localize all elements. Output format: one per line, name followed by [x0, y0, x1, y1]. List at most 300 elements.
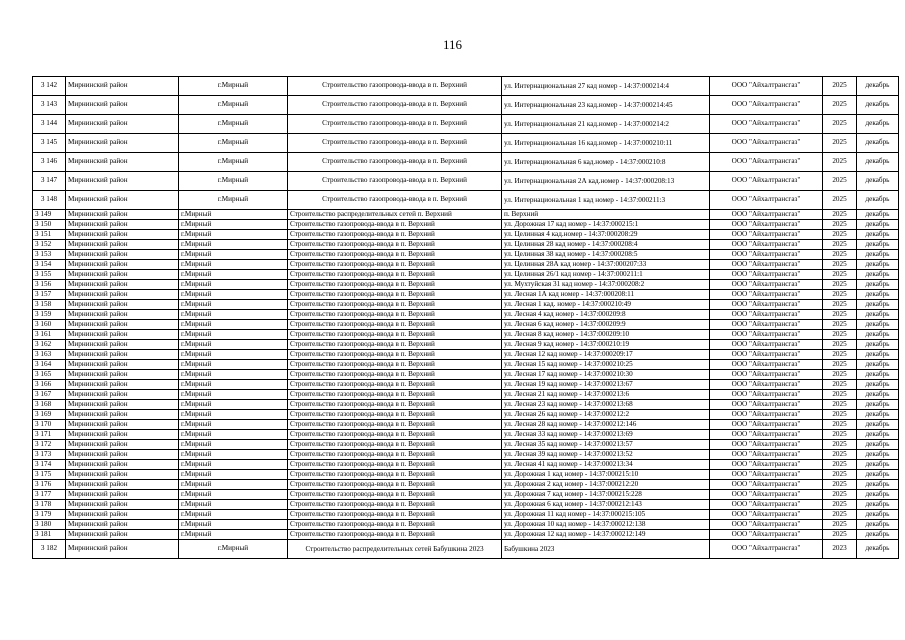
cell-year: 2025: [823, 191, 857, 210]
cell-year: 2025: [823, 420, 857, 430]
cell-address: ул. Лесная 26 кад номер - 14:37:000212:2: [502, 410, 710, 420]
cell-organization: ООО "Айхалтрансгаз": [710, 370, 823, 380]
cell-city: г.Мирный: [179, 440, 288, 450]
cell-year: 2025: [823, 340, 857, 350]
cell-organization: ООО "Айхалтрансгаз": [710, 540, 823, 559]
table-row: [33, 310, 899, 320]
cell-row-number: 3 182: [33, 540, 66, 559]
cell-city: г.Мирный: [179, 360, 288, 370]
cell-organization: ООО "Айхалтрансгаз": [710, 153, 823, 172]
cell-organization: ООО "Айхалтрансгаз": [710, 280, 823, 290]
cell-month: декабрь: [857, 490, 899, 500]
cell-organization: ООО "Айхалтрансгаз": [710, 96, 823, 115]
registry-table-body: [33, 77, 899, 559]
table-row: [33, 96, 899, 115]
cell-city: г.Мирный: [179, 172, 288, 191]
cell-address: ул. Лесная 39 кад номер - 14:37:000213:52: [502, 450, 710, 460]
cell-city: г.Мирный: [179, 500, 288, 510]
cell-row-number: 3 177: [33, 490, 66, 500]
cell-city: г.Мирный: [179, 410, 288, 420]
cell-year: 2025: [823, 96, 857, 115]
cell-row-number: 3 147: [33, 172, 66, 191]
cell-row-number: 3 155: [33, 270, 66, 280]
cell-district: Мирнинский район: [66, 530, 179, 540]
cell-object: Строительство газопровода-ввода в п. Верхний: [288, 260, 502, 270]
cell-row-number: 3 172: [33, 440, 66, 450]
cell-month: декабрь: [857, 96, 899, 115]
cell-district: Мирнинский район: [66, 380, 179, 390]
cell-city: г.Мирный: [179, 430, 288, 440]
cell-organization: ООО "Айхалтрансгаз": [710, 440, 823, 450]
cell-month: декабрь: [857, 250, 899, 260]
table-row: [33, 230, 899, 240]
cell-row-number: 3 171: [33, 430, 66, 440]
cell-row-number: 3 159: [33, 310, 66, 320]
cell-organization: ООО "Айхалтрансгаз": [710, 360, 823, 370]
cell-month: декабрь: [857, 420, 899, 430]
cell-district: Мирнинский район: [66, 260, 179, 270]
table-row: [33, 115, 899, 134]
cell-district: Мирнинский район: [66, 77, 179, 96]
cell-year: 2025: [823, 390, 857, 400]
cell-address: ул. Лесная 8 кад номер - 14:37:000209:10: [502, 330, 710, 340]
cell-month: декабрь: [857, 530, 899, 540]
cell-city: г.Мирный: [179, 240, 288, 250]
cell-object: Строительство газопровода-ввода в п. Верхний: [288, 470, 502, 480]
cell-year: 2025: [823, 172, 857, 191]
cell-month: декабрь: [857, 540, 899, 559]
cell-city: г.Мирный: [179, 220, 288, 230]
cell-district: Мирнинский район: [66, 96, 179, 115]
cell-year: 2025: [823, 380, 857, 390]
cell-district: Мирнинский район: [66, 430, 179, 440]
table-row: [33, 153, 899, 172]
cell-year: 2025: [823, 290, 857, 300]
cell-row-number: 3 142: [33, 77, 66, 96]
cell-address: ул. Лесная 1А кад номер - 14:37:000208:11: [502, 290, 710, 300]
cell-city: г.Мирный: [179, 480, 288, 490]
cell-object: Строительство распределительных сетей Бабушкина 2023: [288, 540, 502, 559]
table-row: [33, 380, 899, 390]
cell-row-number: 3 168: [33, 400, 66, 410]
cell-month: декабрь: [857, 320, 899, 330]
table-row: [33, 134, 899, 153]
cell-month: декабрь: [857, 280, 899, 290]
cell-organization: ООО "Айхалтрансгаз": [710, 300, 823, 310]
table-row: [33, 260, 899, 270]
cell-address: ул. Лесная 23 кад номер - 14:37:000213:68: [502, 400, 710, 410]
cell-district: Мирнинский район: [66, 400, 179, 410]
cell-month: декабрь: [857, 240, 899, 250]
table-row: [33, 290, 899, 300]
cell-month: декабрь: [857, 510, 899, 520]
page-number: 116: [442, 37, 463, 52]
cell-address: ул. Лесная 1 кад. номер - 14:37:000210:49: [502, 300, 710, 310]
cell-month: декабрь: [857, 440, 899, 450]
cell-object: Строительство газопровода-ввода в п. Верхний: [288, 240, 502, 250]
cell-city: г.Мирный: [179, 270, 288, 280]
cell-object: Строительство газопровода-ввода в п. Верхний: [288, 230, 502, 240]
cell-year: 2025: [823, 77, 857, 96]
table-row: [33, 330, 899, 340]
cell-object: Строительство газопровода-ввода в п. Верхний: [288, 96, 502, 115]
cell-city: г.Мирный: [179, 420, 288, 430]
cell-object: Строительство газопровода-ввода в п. Верхний: [288, 250, 502, 260]
cell-object: Строительство газопровода-ввода в п. Верхний: [288, 460, 502, 470]
cell-city: г.Мирный: [179, 191, 288, 210]
cell-district: Мирнинский район: [66, 350, 179, 360]
cell-address: ул. Дорожная 2 кад номер - 14:37:000212:20: [502, 480, 710, 490]
cell-organization: ООО "Айхалтрансгаз": [710, 520, 823, 530]
table-row: [33, 430, 899, 440]
cell-row-number: 3 146: [33, 153, 66, 172]
cell-object: Строительство газопровода-ввода в п. Верхний: [288, 270, 502, 280]
cell-district: Мирнинский район: [66, 210, 179, 220]
cell-object: Строительство газопровода-ввода в п. Верхний: [288, 280, 502, 290]
cell-district: Мирнинский район: [66, 540, 179, 559]
cell-address: ул. Лесная 15 кад номер - 14:37:000210:25: [502, 360, 710, 370]
cell-organization: ООО "Айхалтрансгаз": [710, 191, 823, 210]
table-row: [33, 320, 899, 330]
cell-object: Строительство газопровода-ввода в п. Верхний: [288, 172, 502, 191]
table-row: [33, 77, 899, 96]
cell-row-number: 3 178: [33, 500, 66, 510]
cell-row-number: 3 150: [33, 220, 66, 230]
table-row: [33, 390, 899, 400]
table-row: [33, 300, 899, 310]
cell-year: 2025: [823, 450, 857, 460]
cell-object: Строительство газопровода-ввода в п. Верхний: [288, 530, 502, 540]
table-row: [33, 480, 899, 490]
cell-object: Строительство газопровода-ввода в п. Верхний: [288, 420, 502, 430]
cell-city: г.Мирный: [179, 153, 288, 172]
cell-organization: ООО "Айхалтрансгаз": [710, 320, 823, 330]
cell-address: ул. Лесная 28 кад номер - 14:37:000212:146: [502, 420, 710, 430]
table-row: [33, 350, 899, 360]
cell-address: ул. Интернациональная 6 кад.номер - 14:37:000210:8: [502, 153, 710, 172]
cell-district: Мирнинский район: [66, 370, 179, 380]
cell-district: Мирнинский район: [66, 340, 179, 350]
cell-row-number: 3 156: [33, 280, 66, 290]
cell-address: ул. Дорожная 10 кад номер - 14:37:000212:138: [502, 520, 710, 530]
cell-district: Мирнинский район: [66, 480, 179, 490]
cell-organization: ООО "Айхалтрансгаз": [710, 390, 823, 400]
cell-address: ул. Лесная 41 кад номер - 14:37:000213:34: [502, 460, 710, 470]
cell-year: 2025: [823, 480, 857, 490]
cell-district: Мирнинский район: [66, 440, 179, 450]
cell-city: г.Мирный: [179, 380, 288, 390]
cell-address: ул. Интернациональная 1 кад номер - 14:37:000211:3: [502, 191, 710, 210]
cell-organization: ООО "Айхалтрансгаз": [710, 450, 823, 460]
cell-month: декабрь: [857, 370, 899, 380]
cell-organization: ООО "Айхалтрансгаз": [710, 530, 823, 540]
cell-row-number: 3 154: [33, 260, 66, 270]
cell-organization: ООО "Айхалтрансгаз": [710, 310, 823, 320]
cell-city: г.Мирный: [179, 280, 288, 290]
cell-object: Строительство газопровода-ввода в п. Верхний: [288, 134, 502, 153]
cell-row-number: 3 166: [33, 380, 66, 390]
cell-object: Строительство газопровода-ввода в п. Верхний: [288, 153, 502, 172]
cell-month: декабрь: [857, 430, 899, 440]
table-row: [33, 360, 899, 370]
cell-city: г.Мирный: [179, 470, 288, 480]
cell-district: Мирнинский район: [66, 500, 179, 510]
cell-address: ул. Лесная 35 кад номер - 14:37:000213:57: [502, 440, 710, 450]
cell-row-number: 3 165: [33, 370, 66, 380]
cell-row-number: 3 163: [33, 350, 66, 360]
cell-address: ул. Целинная 28 кад номер - 14:37:000208:4: [502, 240, 710, 250]
cell-district: Мирнинский район: [66, 230, 179, 240]
cell-district: Мирнинский район: [66, 153, 179, 172]
table-row: [33, 460, 899, 470]
table-row: [33, 370, 899, 380]
cell-year: 2025: [823, 250, 857, 260]
cell-month: декабрь: [857, 290, 899, 300]
cell-address: ул. Дорожная 1 кад номер - 14:37:000215:10: [502, 470, 710, 480]
cell-district: Мирнинский район: [66, 220, 179, 230]
cell-address: ул. Лесная 12 кад номер - 14:37:000209:17: [502, 350, 710, 360]
cell-month: декабрь: [857, 220, 899, 230]
cell-city: г.Мирный: [179, 530, 288, 540]
cell-object: Строительство газопровода-ввода в п. Верхний: [288, 410, 502, 420]
cell-address: ул. Дорожная 7 кад номер - 14:37:000215:228: [502, 490, 710, 500]
cell-organization: ООО "Айхалтрансгаз": [710, 470, 823, 480]
cell-year: 2025: [823, 520, 857, 530]
cell-row-number: 3 144: [33, 115, 66, 134]
cell-object: Строительство газопровода-ввода в п. Верхний: [288, 390, 502, 400]
cell-organization: ООО "Айхалтрансгаз": [710, 115, 823, 134]
cell-year: 2025: [823, 300, 857, 310]
cell-object: Строительство газопровода-ввода в п. Верхний: [288, 480, 502, 490]
cell-address: ул. Целинная 38 кад номер - 14:37:000208:5: [502, 250, 710, 260]
cell-month: декабрь: [857, 134, 899, 153]
cell-object: Строительство газопровода-ввода в п. Верхний: [288, 290, 502, 300]
cell-month: декабрь: [857, 350, 899, 360]
table-row: [33, 220, 899, 230]
cell-organization: ООО "Айхалтрансгаз": [710, 510, 823, 520]
cell-month: декабрь: [857, 330, 899, 340]
cell-row-number: 3 160: [33, 320, 66, 330]
cell-city: г.Мирный: [179, 520, 288, 530]
table-row: [33, 340, 899, 350]
cell-row-number: 3 151: [33, 230, 66, 240]
cell-object: Строительство газопровода-ввода в п. Верхний: [288, 520, 502, 530]
cell-year: 2025: [823, 210, 857, 220]
cell-row-number: 3 175: [33, 470, 66, 480]
cell-object: Строительство газопровода-ввода в п. Верхний: [288, 510, 502, 520]
cell-row-number: 3 161: [33, 330, 66, 340]
cell-district: Мирнинский район: [66, 360, 179, 370]
cell-organization: ООО "Айхалтрансгаз": [710, 480, 823, 490]
cell-district: Мирнинский район: [66, 270, 179, 280]
cell-organization: ООО "Айхалтрансгаз": [710, 210, 823, 220]
cell-district: Мирнинский район: [66, 330, 179, 340]
table-row: [33, 450, 899, 460]
table-row: [33, 400, 899, 410]
cell-organization: ООО "Айхалтрансгаз": [710, 490, 823, 500]
cell-organization: ООО "Айхалтрансгаз": [710, 410, 823, 420]
cell-organization: ООО "Айхалтрансгаз": [710, 380, 823, 390]
cell-year: 2025: [823, 460, 857, 470]
cell-district: Мирнинский район: [66, 172, 179, 191]
cell-district: Мирнинский район: [66, 410, 179, 420]
cell-row-number: 3 169: [33, 410, 66, 420]
cell-address: ул. Лесная 33 кад номер - 14:37:000213:69: [502, 430, 710, 440]
cell-object: Строительство газопровода-ввода в п. Верхний: [288, 340, 502, 350]
cell-object: Строительство газопровода-ввода в п. Верхний: [288, 380, 502, 390]
cell-district: Мирнинский район: [66, 280, 179, 290]
cell-object: Строительство газопровода-ввода в п. Верхний: [288, 300, 502, 310]
cell-year: 2025: [823, 370, 857, 380]
cell-organization: ООО "Айхалтрансгаз": [710, 220, 823, 230]
table-row: [33, 420, 899, 430]
cell-year: 2025: [823, 510, 857, 520]
registry-table: [32, 76, 899, 559]
cell-city: г.Мирный: [179, 490, 288, 500]
cell-row-number: 3 179: [33, 510, 66, 520]
cell-year: 2025: [823, 134, 857, 153]
cell-row-number: 3 181: [33, 530, 66, 540]
cell-object: Строительство газопровода-ввода в п. Верхний: [288, 350, 502, 360]
cell-object: Строительство газопровода-ввода в п. Верхний: [288, 360, 502, 370]
cell-object: Строительство газопровода-ввода в п. Верхний: [288, 500, 502, 510]
cell-year: 2025: [823, 400, 857, 410]
cell-city: г.Мирный: [179, 300, 288, 310]
cell-row-number: 3 162: [33, 340, 66, 350]
cell-organization: ООО "Айхалтрансгаз": [710, 330, 823, 340]
cell-city: г.Мирный: [179, 250, 288, 260]
cell-district: Мирнинский район: [66, 310, 179, 320]
cell-year: 2025: [823, 240, 857, 250]
cell-year: 2025: [823, 280, 857, 290]
cell-month: декабрь: [857, 300, 899, 310]
cell-month: декабрь: [857, 191, 899, 210]
cell-address: ул. Интернациональная 16 кад.номер - 14:37:000210:11: [502, 134, 710, 153]
cell-district: Мирнинский район: [66, 250, 179, 260]
cell-month: декабрь: [857, 460, 899, 470]
cell-month: декабрь: [857, 480, 899, 490]
cell-row-number: 3 174: [33, 460, 66, 470]
cell-address: ул. Лесная 9 кад номер - 14:37:000210:19: [502, 340, 710, 350]
cell-city: г.Мирный: [179, 310, 288, 320]
cell-month: декабрь: [857, 77, 899, 96]
table-row: [33, 410, 899, 420]
cell-object: Строительство газопровода-ввода в п. Верхний: [288, 440, 502, 450]
cell-month: декабрь: [857, 270, 899, 280]
cell-district: Мирнинский район: [66, 460, 179, 470]
cell-organization: ООО "Айхалтрансгаз": [710, 240, 823, 250]
cell-row-number: 3 149: [33, 210, 66, 220]
cell-address: ул. Дорожная 6 кад номер - 14:37:000212:143: [502, 500, 710, 510]
cell-city: г.Мирный: [179, 330, 288, 340]
cell-organization: ООО "Айхалтрансгаз": [710, 134, 823, 153]
cell-district: Мирнинский район: [66, 300, 179, 310]
cell-year: 2025: [823, 230, 857, 240]
cell-city: г.Мирный: [179, 260, 288, 270]
cell-city: г.Мирный: [179, 460, 288, 470]
cell-year: 2025: [823, 430, 857, 440]
cell-city: г.Мирный: [179, 450, 288, 460]
table-row: [33, 240, 899, 250]
cell-district: Мирнинский район: [66, 450, 179, 460]
cell-row-number: 3 153: [33, 250, 66, 260]
cell-year: 2025: [823, 440, 857, 450]
cell-district: Мирнинский район: [66, 390, 179, 400]
table-row: [33, 250, 899, 260]
table-row: [33, 440, 899, 450]
cell-year: 2025: [823, 115, 857, 134]
cell-month: декабрь: [857, 260, 899, 270]
cell-month: декабрь: [857, 400, 899, 410]
cell-year: 2025: [823, 500, 857, 510]
cell-city: г.Мирный: [179, 370, 288, 380]
cell-year: 2025: [823, 530, 857, 540]
cell-month: декабрь: [857, 310, 899, 320]
cell-city: г.Мирный: [179, 400, 288, 410]
cell-year: 2025: [823, 360, 857, 370]
cell-object: Строительство газопровода-ввода в п. Верхний: [288, 490, 502, 500]
cell-address: ул. Мухтуйская 31 кад номер - 14:37:000208:2: [502, 280, 710, 290]
cell-address: ул. Целинная 4 кад.номер - 14:37:000208:29: [502, 230, 710, 240]
cell-address: ул. Интернациональная 23 кад.номер - 14:37:000214:45: [502, 96, 710, 115]
cell-address: ул. Лесная 4 кад номер - 14:37:000209:8: [502, 310, 710, 320]
cell-month: декабрь: [857, 153, 899, 172]
cell-city: г.Мирный: [179, 320, 288, 330]
table-row: [33, 270, 899, 280]
table-row: [33, 470, 899, 480]
cell-district: Мирнинский район: [66, 490, 179, 500]
cell-row-number: 3 157: [33, 290, 66, 300]
cell-organization: ООО "Айхалтрансгаз": [710, 290, 823, 300]
table-row: [33, 510, 899, 520]
cell-address: ул. Интернациональная 2А кад.номер - 14:37:000208:13: [502, 172, 710, 191]
cell-district: Мирнинский район: [66, 510, 179, 520]
cell-city: г.Мирный: [179, 510, 288, 520]
cell-year: 2025: [823, 330, 857, 340]
cell-object: Строительство газопровода-ввода в п. Верхний: [288, 430, 502, 440]
cell-year: 2025: [823, 260, 857, 270]
cell-city: г.Мирный: [179, 340, 288, 350]
cell-address: ул. Интернациональная 27 кад номер - 14:37:000214:4: [502, 77, 710, 96]
cell-city: г.Мирный: [179, 540, 288, 559]
cell-district: Мирнинский район: [66, 290, 179, 300]
cell-city: г.Мирный: [179, 210, 288, 220]
cell-object: Строительство распределительных сетей п. Верхний: [288, 210, 502, 220]
cell-year: 2025: [823, 470, 857, 480]
cell-district: Мирнинский район: [66, 420, 179, 430]
cell-address: ул. Лесная 19 кад номер - 14:37:000213:67: [502, 380, 710, 390]
table-row: [33, 530, 899, 540]
cell-row-number: 3 167: [33, 390, 66, 400]
cell-city: г.Мирный: [179, 115, 288, 134]
cell-organization: ООО "Айхалтрансгаз": [710, 460, 823, 470]
cell-city: г.Мирный: [179, 350, 288, 360]
table-row: [33, 172, 899, 191]
cell-district: Мирнинский район: [66, 134, 179, 153]
cell-organization: ООО "Айхалтрансгаз": [710, 172, 823, 191]
cell-address: ул. Дорожная 12 кад номер - 14:37:000212:149: [502, 530, 710, 540]
cell-object: Строительство газопровода-ввода в п. Верхний: [288, 220, 502, 230]
cell-month: декабрь: [857, 500, 899, 510]
table-row: [33, 280, 899, 290]
cell-row-number: 3 148: [33, 191, 66, 210]
cell-organization: ООО "Айхалтрансгаз": [710, 350, 823, 360]
cell-address: ул. Лесная 6 кад номер - 14:37:000209:9: [502, 320, 710, 330]
cell-row-number: 3 152: [33, 240, 66, 250]
cell-city: г.Мирный: [179, 390, 288, 400]
cell-city: г.Мирный: [179, 230, 288, 240]
cell-year: 2025: [823, 270, 857, 280]
